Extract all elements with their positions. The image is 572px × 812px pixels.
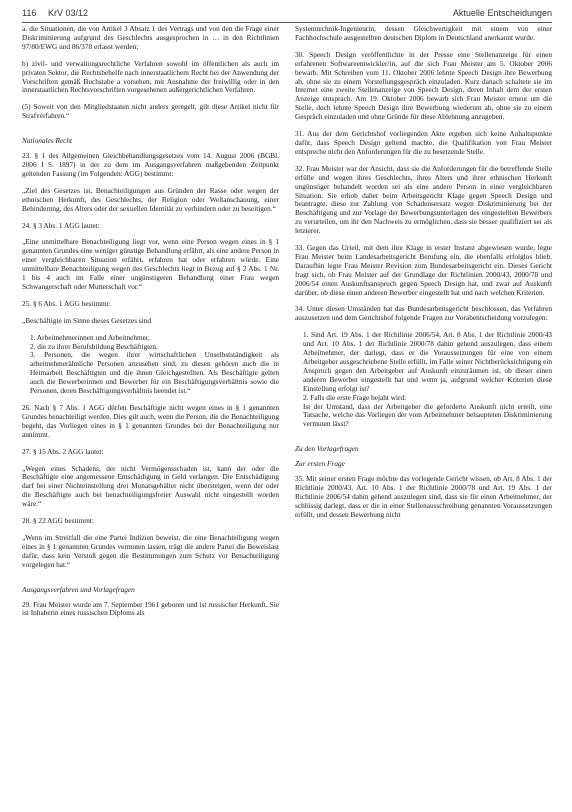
list-item: 3. Personen, die wegen ihrer wirtschaftlichen Unselbstständigkeit als arbeitnehmerähnliche Personen anzusehen sind; zu diesen gehören auch die in Heimarbeit Beschäftigten und die ihnen Gleichgestellten. Als Beschäftigte gelten auch die Bewerberinnen und Bewerber für ein Beschäftigungsverhältnis sowie die Personen, deren Beschäftigungsverhältnis beendet ist.“ [30,350,279,396]
list-item: 2. die zu ihrer Berufsbildung Beschäftigten, [30,341,158,351]
paragraph: 26. Nach § 7 Abs. 1 AGG dürfen Beschäftigte nicht wegen eines in § 1 genannten Grundes benachteiligt werden. Dies gilt auch, wenn die Person, die die Benachteiligung begeht, das Vorliegen eines in § 1 genannten Grundes bei der Benachteiligung nur annimmt. [22,403,279,439]
paragraph: 29. Frau Meister wurde am 7. September 1961 geboren und ist russischer Herkunft. Sie ist Inhaberin eines russischen Diploms als [22,599,279,618]
list-item: Ist der Umstand, dass der Arbeitgeber die geforderte Auskunft nicht erteilt, eine Tatsache, welche das Vorliegen der vom Arbeitnehmer behaupteten Diskriminierung vermuten lässt? [303,401,552,429]
paragraph: b) zivil- und verwaltungsrechtliche Verfahren sowohl im öffentlichen als auch im privaten Sektor, die Rechtsbehelfe nach innerstaatlichem Recht bei der Anwendung der Vorschriften gemäß Buchstabe a vorsehen, mit Ausnahme der freiwillig oder in den innerstaatlichen Rechtsvorschriften vorgesehenen außergerichtlichen Verfahren. [22,58,279,95]
paragraph: „Beschäftigte im Sinne dieses Gesetzes sind [22,315,152,325]
section-heading: Nationales Recht [22,136,73,146]
right-column [295,25,552,807]
paragraph: „Wenn im Streitfall die eine Partei Indizien beweist, die eine Benachteiligung wegen eines in § 1 genannten Grundes vermuten lassen, trägt die andere Partei die Beweislast dafür, dass kein Verstoß gegen die Bestimmungen zum Schutz vor Benachteiligung vorgelegen hat.“ [22,532,279,569]
page-header [22,6,552,23]
paragraph: 35. Mit seiner ersten Frage möchte das vorlegende Gericht wissen, ob Art. 8 Abs. 1 der Richtlinie 2000/43, Art. 10 Abs. 1 der Richtlinie 2000/78 und Art. 19 Abs. 1 der Richtlinie 2006/54 dahin gehend auszulegen sind, dass sie für einen Arbeitnehmer, der schlüssig darlegt, dass er die in einer Stellenausschreibung genannten Voraussetzungen erfüllt, und dessen Bewerbung nicht [295,474,552,519]
paragraph: „Eine unmittelbare Benachteiligung liegt vor, wenn eine Person wegen eines in § 1 genannten Grundes eine weniger günstige Behandlung erfährt, als eine andere Person in einer vergleichbaren Situation erfährt, erfahren hat oder erfahren würde. Eine unmittelbare Benachteiligung wegen des Geschlechts liegt in Bezug auf § 2 Abs. 1 Nr. 1 bis 4 auch im Falle einer ungünstigeren Behandlung einer Frau wegen Schwangerschaft oder Mutterschaft vor.“ [22,237,279,291]
section-heading: Ausgangsverfahren und Vorlagefragen [22,584,135,594]
paragraph: (5) Soweit von den Mitgliedstaaten nicht anders geregelt, gilt diese Artikel nicht für Strafverfahren.“ [22,102,279,121]
paragraph: 24. § 3 Abs. 1 AGG lautet: [22,220,100,230]
paragraph: 23. § 1 des Allgemeinen Gleichbehandlungsgesetzes vom 14. August 2006 (BGBl. 2006 I S. 1897) in der zu dem im Ausgangsverfahren maßgebenden Zeitpunkt geltenden Fassung (im Folgenden: AGG) bestimmt: [22,151,279,178]
paragraph: 27. § 15 Abs. 2 AGG lautet: [22,446,104,456]
subsection-heading: Zur ersten Frage [295,459,345,469]
paragraph: Systemtechnik-Ingenieurin, dessen Gleichwertigkeit mit einem von einer Fachhochschule ausgestellten deutschen Diplom in Deutschland anerkannt wurde. [295,25,552,42]
list-item: 1. Sind Art. 19 Abs. 1 der Richtlinie 2006/54, Art. 8 Abs. 1 der Richtlinie 2000/43 und Art. 10 Abs. 1 der Richtlinie 2000/78 dahin gehend auszulegen, dass einem Arbeitnehmer, der darlegt, dass er die Voraussetzungen für eine von einem Arbeitgeber ausgeschriebene Stelle erfüllt, im Falle seiner Nichtberücksichtigung ein Anspruch gegen den Arbeitgeber auf Auskunft einzuräumen ist, ob dieser einen anderen Bewerber eingestellt hat und wenn ja, aufgrund welcher Kriterien diese Einstellung erfolgt ist? [303,330,552,393]
section-title: Aktuelle Entscheidungen [452,8,552,18]
paragraph: 33. Gegen das Urteil, mit dem ihre Klage in erster Instanz abgewiesen wurde, legte Frau Meister beim Landesarbeitsgericht Berufung ein, die ebenfalls erfolglos blieb. Daraufhin legte Frau Meister Revision zum Bundesarbeitsgericht ein. Dieses Gericht fragt sich, ob Frau Meister auf der Grundlage der Richtlinien 2000/43, 2000/78 und 2006/54 einen Auskunftsanspruch gegen Speech Design hat, und zwar auf Auskunft darüber, ob diese einen anderen Bewerber eingestellt hat und nach welchen Kriterien. [295,243,552,297]
list-item: 2. Falls die erste Frage bejaht wird: [303,392,407,402]
left-column [22,25,279,807]
paragraph: „Wegen eines Schadens, der nicht Vermögensschaden ist, kann der oder die Beschäftigte eine angemessene Entschädigung in Geld verlangen. Die Entschädigung darf bei einer Nichteinstellung drei Monatsgehälter nicht übersteigen, wenn der oder die Beschäftigte auch bei benachteiligungsfreier Auswahl nicht eingestellt worden wäre.“ [22,463,279,509]
paragraph: 25. § 6 Abs. 1 AGG bestimmt: [22,298,111,308]
page-number: 116 [22,8,37,18]
paragraph: 32. Frau Meister war der Ansicht, dass sie die Anforderungen für die betreffende Stelle erfülle und wegen ihres Geschlechts, ihres Alters und ihrer ethnischen Herkunft ungünstiger behandelt worden sei als eine andere Person in einer vergleichbaren Situation. Sie erhob daher beim Arbeitsgericht Klage gegen Speech Design und beantragte, diese zur Zahlung von Schadensersatz wegen Diskriminierung bei der Beschäftigung und zur Vorlage der Bewerbungsunterlagen des eingestellten Bewerbers zu verurteilen, um ihr den Nachweis zu ermöglichen, dass sie besser qualifiziert sei als letzterer. [295,163,552,236]
list-item: 1. Arbeitnehmerinnen und Arbeitnehmer, [30,332,150,342]
paragraph: 30. Speech Design veröffentlichte in der Presse eine Stellenanzeige für einen erfahrenen Softwareentwickler/in, auf die sich Frau Meister am 5. Oktober 2006 bewarb. Mit Schreiben vom 11. Oktober 2006 lehnte Speech Design ihre Bewerbung ab, ohne sie zu einem Vorstellungsgespräch einzuladen. Kurz danach schaltete sie im Internet eine zweite Stellenanzeige von Speech Design, deren Inhalt dem der ersten Anzeige entsprach. Am 19. Oktober 2006 bewarb sich Frau Meister erneut um die Stelle, doch lehnte Speech Design ihre Bewerbung wiederum ab, ohne sie zu einem Gespräch einzuladen und ohne Gründe für diese Ablehnung anzugeben. [295,49,552,122]
paragraph: 34. Unter diesen Umständen hat das Bundesarbeitsgericht beschlossen, das Verfahren auszusetzen und dem Gerichtshof folgende Fragen zur Vorabentscheidung vorzulegen: [295,304,552,323]
journal-reference: KrV 03/12 [48,8,89,18]
paragraph: a. die Situationen, die von Artikel 3 Absatz 1 des Vertrags und von den die Frage einer Diskriminierung aufgrund des Geschlechts ausgesprochen in … in den Richtlinien 97/80/EWG und 86/378 erfasst werden; [22,25,279,51]
paragraph: „Ziel des Gesetzes ist, Benachteiligungen aus Gründen der Rasse oder wegen der ethnischen Herkunft, des Geschlechts, der Religion oder Weltanschauung, einer Behinderung, des Alters oder der sexuellen Identität zu verhindern oder zu beseitigen.“ [22,185,279,213]
paragraph: 28. § 22 AGG bestimmt: [22,516,94,526]
section-heading: Zu den Vorlagefragen [295,444,359,454]
paragraph: 31. Aus der dem Gerichtshof vorliegenden Akte ergeben sich keine Anhaltspunkte dafür, dass Speech Design geltend machte, die Qualifikation von Frau Meister entspreche nicht den Anforderungen für die zu besetzende Stelle. [295,129,552,156]
